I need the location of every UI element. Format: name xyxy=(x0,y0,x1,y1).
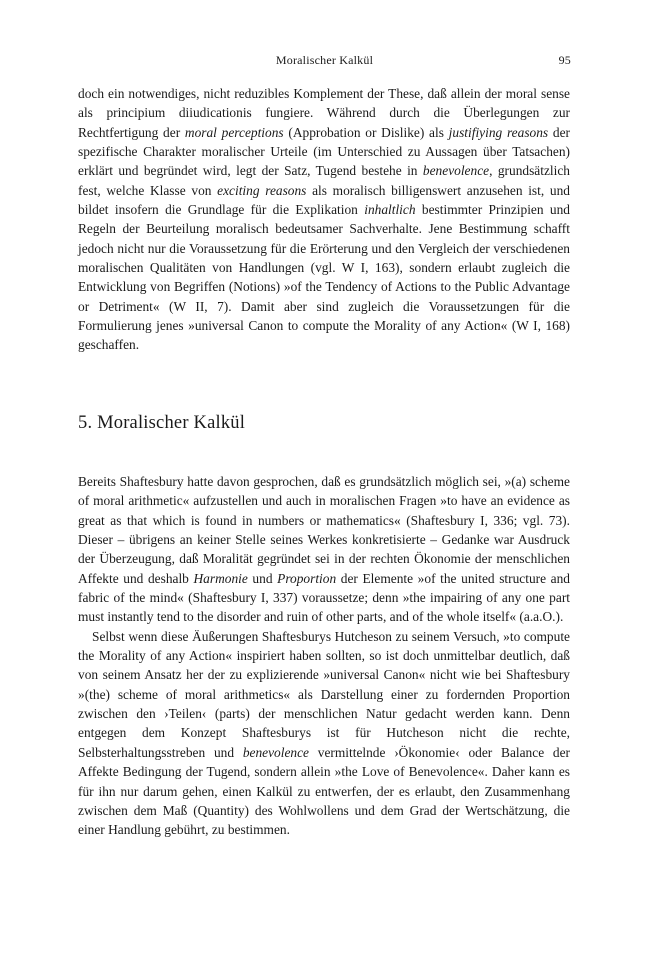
italic-term: justifiying reasons xyxy=(448,124,549,140)
italic-term: benevolence xyxy=(242,744,309,760)
section-heading: 5. Moralischer Kalkül xyxy=(78,413,246,433)
body-text-top xyxy=(78,84,570,355)
text-run: der Elemente »of the united structure and fabric of the mind« (Shaftesbury I, 337) voraussetze; denn »the impairing of any one part must instantly tend to the disorder and ruin of other parts, and of the whole itself« (a.a.O.). xyxy=(78,570,571,625)
italic-term: benevolence xyxy=(422,163,490,179)
italic-term: inhaltlich xyxy=(364,202,416,218)
running-head xyxy=(78,53,571,73)
italic-term: moral perceptions xyxy=(184,124,284,140)
text-run: (Approbation or Dislike) als xyxy=(283,124,449,140)
paragraph xyxy=(78,84,570,355)
paragraph xyxy=(78,472,570,627)
running-title: Moralischer Kalkül xyxy=(275,53,374,67)
italic-term: Proportion xyxy=(277,570,337,586)
italic-term: exciting reasons xyxy=(217,182,307,198)
page-number: 95 xyxy=(558,53,571,67)
body-text-bottom xyxy=(78,472,570,840)
italic-term: Harmonie xyxy=(193,570,248,586)
text-run: Selbst wenn diese Äußerungen Shaftesburys Hutcheson zu seinem Versuch, »to compute the Morality of any Action« inspiriert haben sollten, so ist doch unmittelbar deutlich, daß von seinem Ansatz her der zu explizierende »universal Canon« nicht wie bei Shaftesbury »(the) scheme of moral arithmetics« als Darstellung einer zu fordernden Proportion zwischen den ›Teilen‹ (parts) der menschlichen Natur gedacht werden kann. Denn entgegen dem Konzept Shaftesburys ist für Hutcheson nicht die rechte, Selbsterhaltungsstreben und xyxy=(78,628,570,760)
paragraph xyxy=(78,627,570,840)
text-run: als moralisch billigenswert anzusehen ist, und bildet insofern die Grundlage für die Explikation xyxy=(78,182,570,218)
text-run: , grundsätzlich fest, welche Klasse von xyxy=(78,163,570,198)
text-run: und xyxy=(247,570,278,586)
text-run: doch ein notwendiges, nicht reduzibles Komplement der These, daß allein der moral sense als principium diiudicationis fungiere. Während durch die Überlegungen zur Rechtfertigung der xyxy=(78,86,570,140)
text-run: vermittelnde ›Ökonomie‹ oder Balance der Affekte Bedingung der Tugend, sondern allein »the Love of Benevolence«. Daher kann es für ihn nur darum gehen, einen Kalkül zu entwerfen, der es erlaubt, den Zusammenhang zwischen dem Maß (Quantity) des Wohlwollens und dem Grad der Wertschätzung, die einer Handlung gebührt, zu bestimmen. xyxy=(78,744,571,838)
text-run: Bereits Shaftesbury hatte davon gesprochen, daß es grundsätzlich möglich sei, »(a) scheme of moral arithmetic« aufzustellen und auch in moralischen Fragen »to have an evidence as great as that which is found in numbers or mathematics« (Shaftesbury I, 336; vgl. 73). Dieser – übrigens an keiner Stelle seines Werkes konkretisierte – Gedanke war Ausdruck der Überzeugung, daß Moralität gegründet sei in der rechten Ökonomie der menschlichen Affekte und deshalb xyxy=(78,474,570,586)
text-run: bestimmter Prinzipien und Regeln der Beurteilung moralisch bedeutsamer Sachverhalte. Jene Bestimmung schafft jedoch nicht nur die Voraussetzung für die Erörterung und den Vergleich der verschiedenen moralischen Qualitäten von Handlungen (vgl. W I, 163), sondern erlaubt zugleich die Entwicklung von Begriffen (Notions) »of the Tendency of Actions to the Public Advantage or Detriment« (W II, 7). Damit aber sind zugleich die Voraussetzungen für die Formulierung jenes »universal Canon to compute the Morality of any Action« (W I, 168) geschaffen. xyxy=(78,202,570,353)
text-run: der spezifische Charakter moralischer Urteile (im Unterschied zu Aussagen über Tatsachen) erklärt und begründet wird, legt der Satz, Tugend bestehe in xyxy=(78,124,570,179)
